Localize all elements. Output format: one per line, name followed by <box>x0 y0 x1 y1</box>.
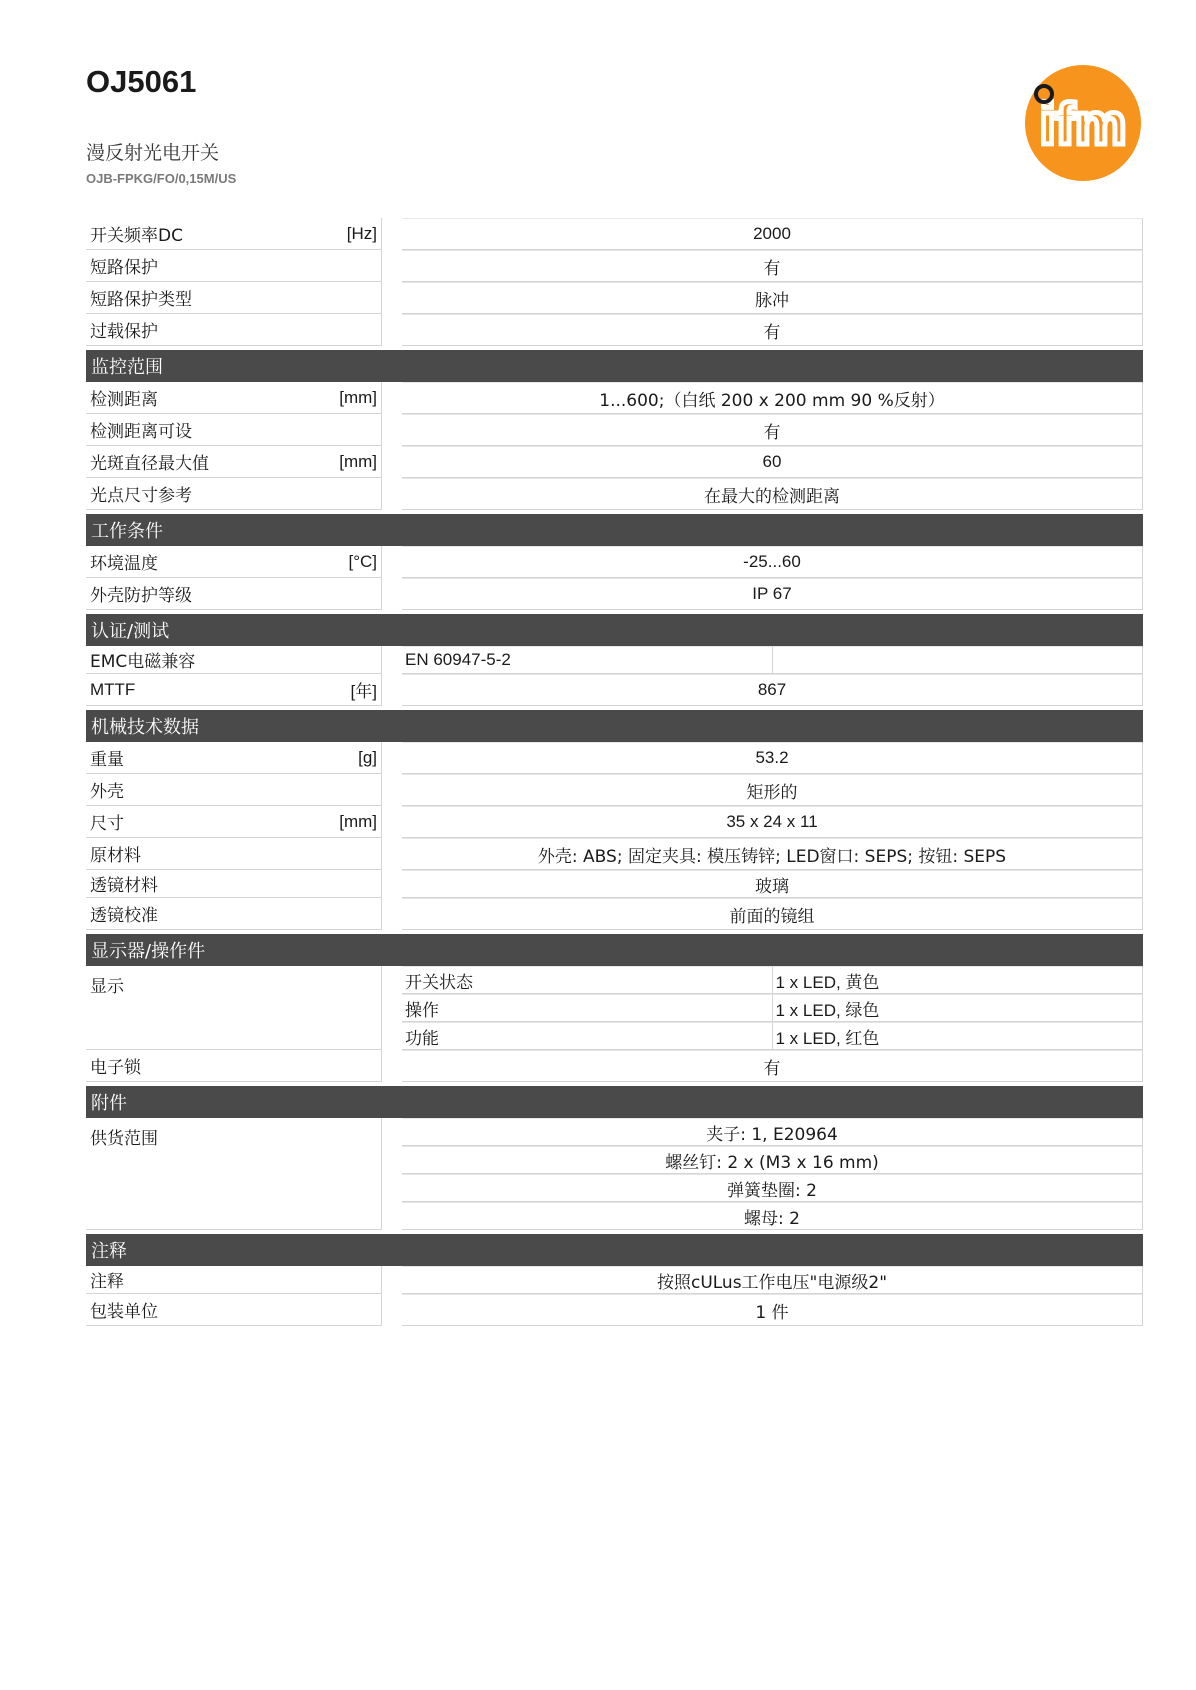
spec-label: 短路保护 <box>90 258 158 278</box>
display-item-value: 1 x LED, 绿色 <box>773 994 1144 1022</box>
accessory-item: 螺丝钉: 2 x (M3 x 16 mm) <box>402 1146 1143 1174</box>
spec-value: IP 67 <box>402 578 1143 610</box>
spec-row: 检测距离 [mm] 1...600;（白纸 200 x 200 mm 90 %反射） <box>86 382 1143 414</box>
accessory-item: 弹簧垫圈: 2 <box>402 1174 1143 1202</box>
spec-value: 前面的镜组 <box>402 898 1143 930</box>
spec-value: 脉冲 <box>402 282 1143 314</box>
spec-row <box>86 774 1143 806</box>
spec-label: 电子锁 <box>90 1058 141 1078</box>
spec-row: 光斑直径最大值 [mm] 60 <box>86 446 1143 478</box>
spec-label: 检测距离可设 <box>90 422 192 442</box>
spec-value: 在最大的检测距离 <box>402 478 1143 510</box>
spec-value: 867 <box>402 674 1143 706</box>
spec-row <box>86 414 1143 446</box>
accessory-item: 夹子: 1, E20964 <box>402 1118 1143 1146</box>
spec-row <box>86 870 1143 898</box>
section-header-display: 显示器/操作件 <box>86 934 1143 966</box>
spec-label: 重量 <box>90 750 124 770</box>
spec-value: 有 <box>402 414 1143 446</box>
section-header-mechanical: 机械技术数据 <box>86 710 1143 742</box>
spec-label: 供货范围 <box>90 1129 158 1149</box>
product-description: 漫反射光电开关 <box>86 142 220 164</box>
spec-label: 过载保护 <box>90 322 158 342</box>
spec-row <box>86 250 1143 282</box>
spec-label: 透镜材料 <box>90 876 158 896</box>
spec-label: 环境温度 <box>90 554 158 574</box>
display-item <box>402 1022 1143 1050</box>
spec-value-secondary <box>773 646 1144 674</box>
display-item-value: 1 x LED, 黄色 <box>773 966 1144 994</box>
spec-value: 1 件 <box>402 1294 1143 1326</box>
spec-value: 53.2 <box>402 742 1143 774</box>
spec-row <box>86 282 1143 314</box>
product-code: OJ5061 <box>86 64 197 99</box>
spec-row-display <box>86 966 1143 1050</box>
display-item-key: 功能 <box>402 1022 773 1050</box>
display-item-key: 操作 <box>402 994 773 1022</box>
spec-label: 开关频率DC <box>90 226 183 246</box>
spec-value: -25...60 <box>402 546 1143 578</box>
accessory-item: 螺母: 2 <box>402 1202 1143 1230</box>
spec-row <box>86 1050 1143 1082</box>
spec-value: 有 <box>402 1050 1143 1082</box>
display-item-value: 1 x LED, 红色 <box>773 1022 1144 1050</box>
spec-row <box>86 478 1143 510</box>
spec-row <box>86 898 1143 930</box>
spec-row: 重量 [g] 53.2 <box>86 742 1143 774</box>
spec-value: 60 <box>402 446 1143 478</box>
spec-row <box>86 314 1143 346</box>
section-header-operating: 工作条件 <box>86 514 1143 546</box>
spec-label: 外壳 <box>90 782 124 802</box>
spec-value: 有 <box>402 250 1143 282</box>
spec-value: 外壳: ABS; 固定夹具: 模压铸锌; LED窗口: SEPS; 按钮: SEPS <box>402 838 1143 870</box>
spec-table <box>86 218 1143 1326</box>
spec-label: EMC电磁兼容 <box>90 652 196 672</box>
spec-label: 原材料 <box>90 846 141 866</box>
display-item-key: 开关状态 <box>402 966 773 994</box>
spec-label: 显示 <box>90 977 124 997</box>
section-header-accessories: 附件 <box>86 1086 1143 1118</box>
spec-value: 玻璃 <box>402 870 1143 898</box>
spec-value: 1...600;（白纸 200 x 200 mm 90 %反射） <box>402 382 1143 414</box>
spec-label: 光点尺寸参考 <box>90 486 192 506</box>
spec-row <box>86 646 1143 674</box>
spec-row-accessories <box>86 1118 1143 1230</box>
display-item <box>402 994 1143 1022</box>
display-item <box>402 966 1143 994</box>
spec-label: 检测距离 <box>90 390 158 410</box>
spec-label: 透镜校准 <box>90 906 158 926</box>
spec-value: EN 60947-5-2 <box>402 646 773 674</box>
spec-row: MTTF [年] 867 <box>86 674 1143 706</box>
section-header-remarks: 注释 <box>86 1234 1143 1266</box>
spec-row <box>86 578 1143 610</box>
section-header-monitoring: 监控范围 <box>86 350 1143 382</box>
spec-row: 尺寸 [mm] 35 x 24 x 11 <box>86 806 1143 838</box>
spec-value: 矩形的 <box>402 774 1143 806</box>
spec-label: 光斑直径最大值 <box>90 454 209 474</box>
svg-text:ifm: ifm <box>1039 92 1127 157</box>
spec-row <box>86 1294 1143 1326</box>
spec-label: 注释 <box>90 1272 124 1292</box>
spec-label: 外壳防护等级 <box>90 586 192 606</box>
spec-unit: [Hz] <box>346 223 377 243</box>
type-code: OJB-FPKG/FO/0,15M/US <box>86 171 237 186</box>
spec-row <box>86 838 1143 870</box>
spec-row: 环境温度 [°C] -25...60 <box>86 546 1143 578</box>
spec-value: 按照cULus工作电压"电源级2" <box>402 1266 1143 1294</box>
section-header-approvals: 认证/测试 <box>86 614 1143 646</box>
spec-row <box>86 218 1143 250</box>
ifm-logo-icon <box>1024 64 1142 182</box>
spec-value: 有 <box>402 314 1143 346</box>
spec-label: 短路保护类型 <box>90 290 192 310</box>
spec-label: 包装单位 <box>90 1302 158 1322</box>
spec-label: MTTF <box>90 679 136 699</box>
spec-value: 2000 <box>402 218 1143 250</box>
spec-label: 尺寸 <box>90 814 124 834</box>
spec-row <box>86 1266 1143 1294</box>
spec-value: 35 x 24 x 11 <box>402 806 1143 838</box>
